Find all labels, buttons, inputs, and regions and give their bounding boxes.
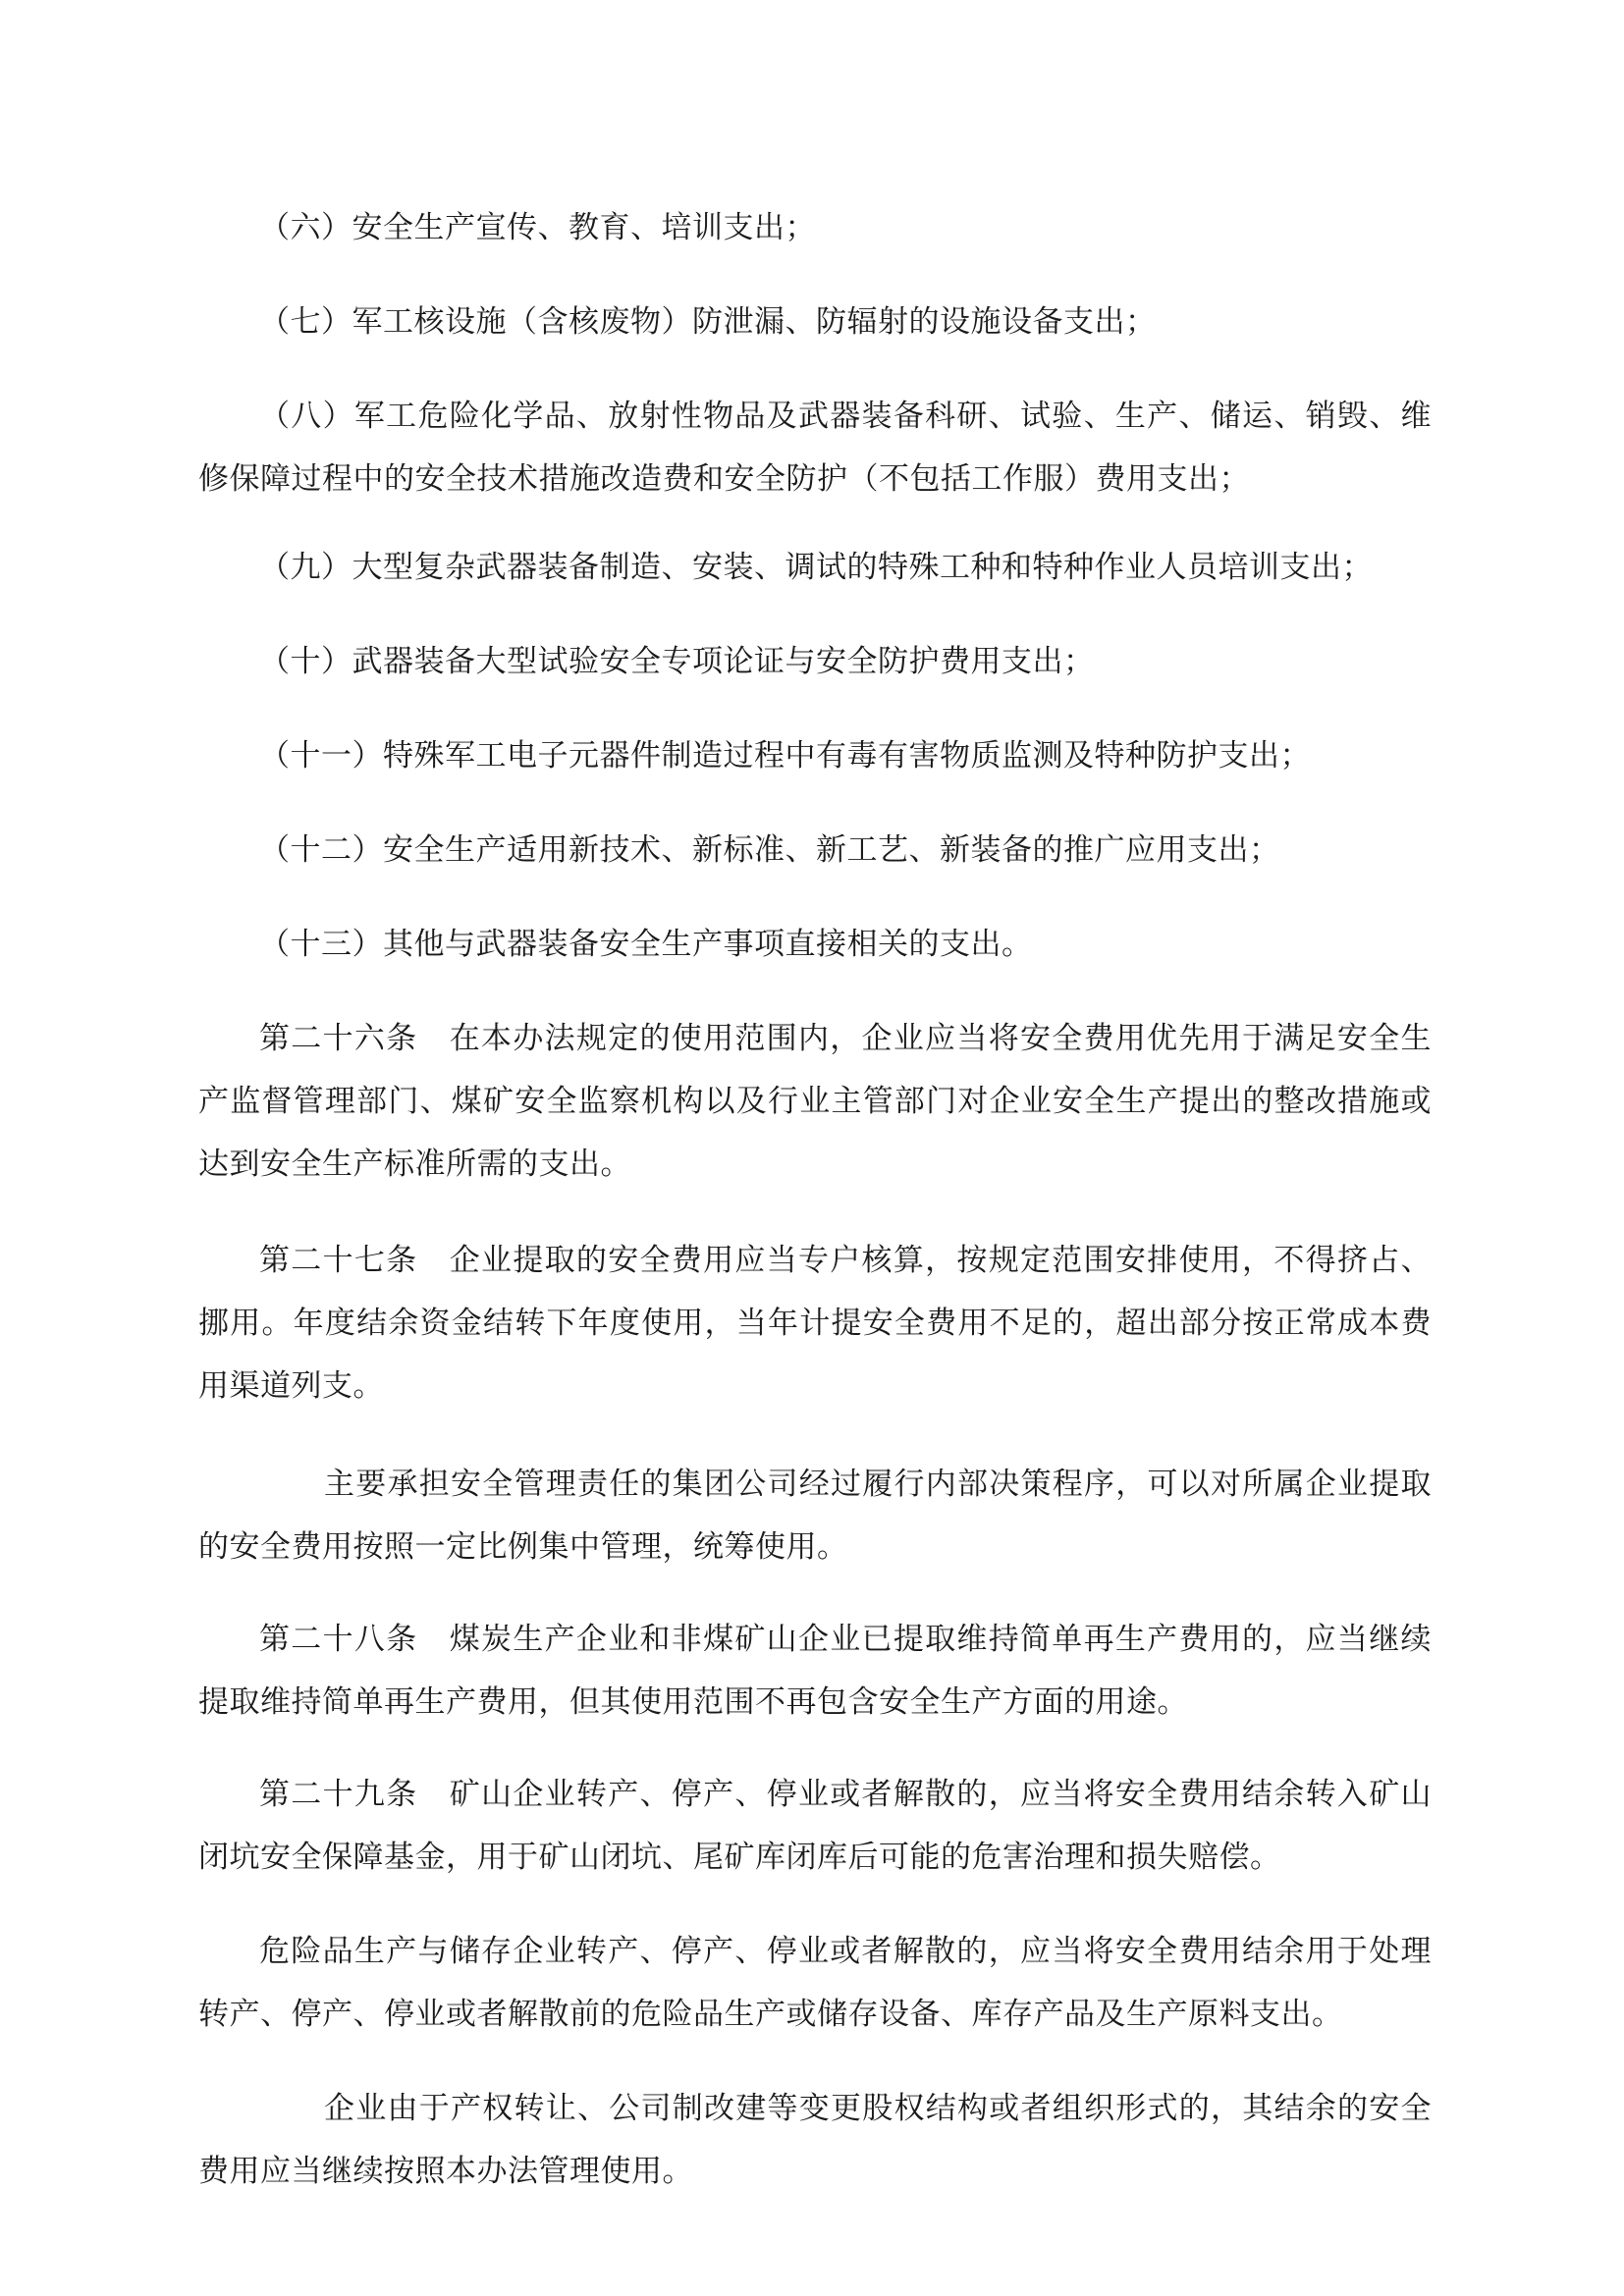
- article-27: [198, 1229, 1432, 1417]
- article-29-p2: [198, 1920, 1432, 2046]
- item-9: [198, 536, 1432, 599]
- article-29-text: 第二十九条 矿山企业转产、停产、停业或者解散的，应当将安全费用结余转入矿山闭坑安全保障基金，用于矿山闭坑、尾矿库闭库后可能的危害治理和损失赔偿。: [198, 1777, 1432, 1875]
- item-13-text: （十三）其他与武器装备安全生产事项直接相关的支出。: [259, 927, 1033, 962]
- article-28: [198, 1608, 1432, 1734]
- item-10-text: （十）武器装备大型试验安全专项论证与安全防护费用支出；: [259, 644, 1095, 679]
- article-29: [198, 1763, 1432, 1889]
- item-6: [198, 196, 1432, 259]
- item-10: [198, 630, 1432, 693]
- article-29-p3: [198, 2077, 1432, 2203]
- item-7: [198, 291, 1432, 353]
- item-8-text: （八）军工危险化学品、放射性物品及武器装备科研、试验、生产、储运、销毁、维修保障过程中的安全技术措施改造费和安全防护（不包括工作服）费用支出；: [198, 399, 1432, 497]
- article-28-text: 第二十八条 煤炭生产企业和非煤矿山企业已提取维持简单再生产费用的，应当继续提取维持简单再生产费用，但其使用范围不再包含安全生产方面的用途。: [198, 1622, 1432, 1720]
- article-26: [198, 1007, 1432, 1196]
- item-13: [198, 913, 1432, 976]
- article-27-p2-text: 主要承担安全管理责任的集团公司经过履行内部决策程序，可以对所属企业提取的安全费用按照一定比例集中管理，统筹使用。: [198, 1467, 1432, 1565]
- article-27-text: 第二十七条 企业提取的安全费用应当专户核算，按规定范围安排使用，不得挤占、挪用。年度结余资金结转下年度使用，当年计提安全费用不足的，超出部分按正常成本费用渠道列支。: [198, 1243, 1432, 1404]
- article-26-text: 第二十六条 在本办法规定的使用范围内，企业应当将安全费用优先用于满足安全生产监督管理部门、煤矿安全监察机构以及行业主管部门对企业安全生产提出的整改措施或达到安全生产标准所需的支出。: [198, 1021, 1432, 1182]
- article-27-p2: [198, 1453, 1432, 1578]
- article-29-p3-text: 企业由于产权转让、公司制改建等变更股权结构或者组织形式的，其结余的安全费用应当继续按照本办法管理使用。: [198, 2091, 1432, 2189]
- item-12-text: （十二）安全生产适用新技术、新标准、新工艺、新装备的推广应用支出；: [259, 832, 1280, 868]
- item-11-text: （十一）特殊军工电子元器件制造过程中有毒有害物质监测及特种防护支出；: [259, 738, 1311, 774]
- article-29-p2-text: 危险品生产与储存企业转产、停产、停业或者解散的，应当将安全费用结余用于处理转产、停产、停业或者解散前的危险品生产或储存设备、库存产品及生产原料支出。: [198, 1934, 1432, 2032]
- item-8: [198, 385, 1432, 510]
- item-12: [198, 819, 1432, 881]
- item-9-text: （九）大型复杂武器装备制造、安装、调试的特殊工种和特种作业人员培训支出；: [259, 550, 1373, 585]
- item-6-text: （六）安全生产宣传、教育、培训支出；: [259, 210, 816, 245]
- item-11: [198, 724, 1432, 787]
- item-7-text: （七）军工核设施（含核废物）防泄漏、防辐射的设施设备支出；: [259, 304, 1157, 340]
